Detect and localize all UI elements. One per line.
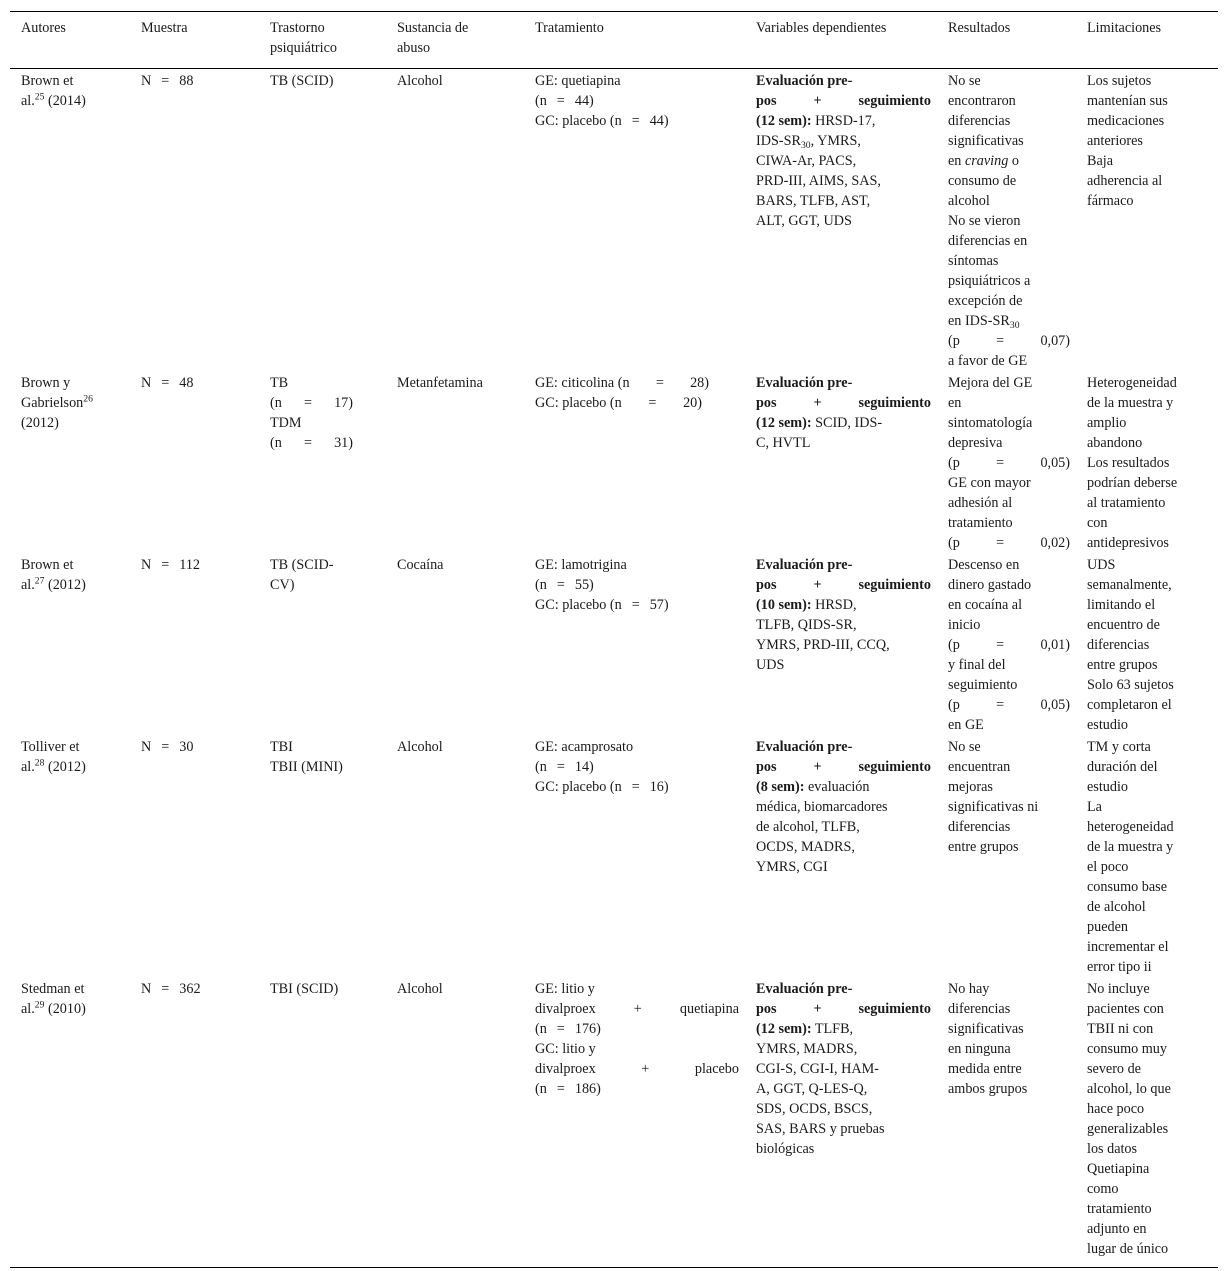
col-header-trastorno: Trastorno psiquiátrico xyxy=(270,20,337,56)
col-header-sustancia: Sustancia de abuso xyxy=(397,20,469,56)
cell-variables: Evaluación pre- pos + seguimiento (12 sem): TLFB, YMRS, MADRS, CGI-S, CGI-I, HAM- A, GGT, Q-LES-Q, SDS, OCDS, BSCS, SAS, BARS y pruebas biológicas xyxy=(756,981,931,1157)
col-header-limitaciones: Limitaciones xyxy=(1087,20,1162,36)
cell-sustancia: Metanfetamina xyxy=(397,375,483,391)
cell-limitaciones: Heterogeneidad de la muestra y amplio abandono Los resultados podrían deberse al tratamiento con antidepresivos xyxy=(1087,375,1178,551)
studies-table xyxy=(10,11,1218,1268)
cell-limitaciones: Los sujetos mantenían sus medicaciones anteriores Baja adherencia al fármaco xyxy=(1087,73,1168,209)
cell-muestra: N = 30 xyxy=(141,739,194,755)
cell-variables: Evaluación pre- pos + seguimiento (12 sem): SCID, IDS- C, HVTL xyxy=(756,375,931,451)
col-header-muestra: Muestra xyxy=(141,20,188,36)
cell-muestra: N = 48 xyxy=(141,375,194,391)
cell-tratamiento: GE: lamotrigina (n = 55) GC: placebo (n = 57) xyxy=(535,557,669,613)
cell-muestra: N = 112 xyxy=(141,557,201,573)
table-row xyxy=(10,735,1218,977)
cell-autores: Brown et al.$^{27}$ (2012) xyxy=(21,557,86,593)
cell-autores: Brown et al.$^{25}$ (2014) xyxy=(21,73,86,109)
cell-tratamiento: GE: quetiapina (n = 44) GC: placebo (n = 44) xyxy=(535,73,669,129)
cell-autores: Tolliver et al.$^{28}$ (2012) xyxy=(21,739,86,775)
cell-sustancia: Alcohol xyxy=(397,981,443,997)
cell-limitaciones: No incluye pacientes con TBII ni con consumo muy severo de alcohol, lo que hace poco generalizables los datos Quetiapina como tratamiento adjunto en lugar de único xyxy=(1087,981,1171,1257)
cell-resultados: Mejora del GE en sintomatología depresiva (p = 0,05) GE con mayor adhesión al tratamiento (p = 0,02) xyxy=(948,375,1070,551)
cell-sustancia: Cocaína xyxy=(397,557,444,573)
cell-muestra: N = 88 xyxy=(141,73,194,89)
cell-trastorno: TBI TBII (MINI) xyxy=(270,739,343,775)
cell-variables: Evaluación pre- pos + seguimiento (8 sem): evaluación médica, biomarcadores de alcohol, TLFB, OCDS, MADRS, YMRS, CGI xyxy=(756,739,931,875)
cell-autores: Brown y Gabrielson$^{26}$ (2012) xyxy=(21,375,93,431)
cell-tratamiento: GE: citicolina (n = 28) GC: placebo (n = 20) xyxy=(535,375,709,411)
cell-resultados: No hay diferencias significativas en ninguna medida entre ambos grupos xyxy=(948,981,1028,1097)
cell-autores: Stedman et al.$^{29}$ (2010) xyxy=(21,981,86,1017)
cell-trastorno: TB (SCID) xyxy=(270,73,334,89)
cell-trastorno: TBI (SCID) xyxy=(270,981,339,997)
cell-muestra: N = 362 xyxy=(141,981,201,997)
cell-trastorno: TB (n = 17) TDM (n = 31) xyxy=(270,375,353,451)
col-header-autores: Autores xyxy=(21,20,66,36)
cell-variables: Evaluación pre- pos + seguimiento (10 sem): HRSD, TLFB, QIDS-SR, YMRS, PRD-III, CCQ, UDS xyxy=(756,557,931,673)
cell-tratamiento: GE: litio y divalproex + quetiapina (n = 176) GC: litio y divalproex + placebo (n = 186) xyxy=(535,981,739,1097)
cell-trastorno: TB (SCID- CV) xyxy=(270,557,334,593)
cell-resultados: No se encontraron diferencias significativas en craving o consumo de alcohol No se vieron diferencias en síntomas psiquiátricos a excepción de en IDS-$SR_{30}$ (p = 0,07) a favor de GE xyxy=(948,73,1070,369)
cell-resultados: No se encuentran mejoras significativas ni diferencias entre grupos xyxy=(948,739,1039,855)
cell-variables: Evaluación pre- pos + seguimiento (12 sem): HRSD-17, IDS-$SR_{30}$, YMRS, CIWA-Ar, PACS, PRD-III, AIMS, SAS, BARS, TLFB, AST, ALT, GGT, UDS xyxy=(756,73,931,229)
col-header-variables: Variables dependientes xyxy=(756,20,887,36)
header-row xyxy=(10,12,1218,69)
cell-sustancia: Alcohol xyxy=(397,73,443,89)
table-row xyxy=(10,553,1218,735)
table-row xyxy=(10,977,1218,1267)
col-header-tratamiento: Tratamiento xyxy=(535,20,604,36)
cell-tratamiento: GE: acamprosato (n = 14) GC: placebo (n = 16) xyxy=(535,739,669,795)
cell-limitaciones: TM y corta duración del estudio La heterogeneidad de la muestra y el poco consumo base de alcohol pueden incrementar el error tipo ii xyxy=(1087,739,1174,975)
table-row xyxy=(10,69,1218,372)
col-header-resultados: Resultados xyxy=(948,20,1011,36)
cell-sustancia: Alcohol xyxy=(397,739,443,755)
table-row xyxy=(10,371,1218,553)
cell-limitaciones: UDS semanalmente, limitando el encuentro de diferencias entre grupos Solo 63 sujetos completaron el estudio xyxy=(1087,557,1174,733)
cell-resultados: Descenso en dinero gastado en cocaína al inicio (p = 0,01) y final del seguimiento (p = 0,05) en GE xyxy=(948,557,1070,733)
